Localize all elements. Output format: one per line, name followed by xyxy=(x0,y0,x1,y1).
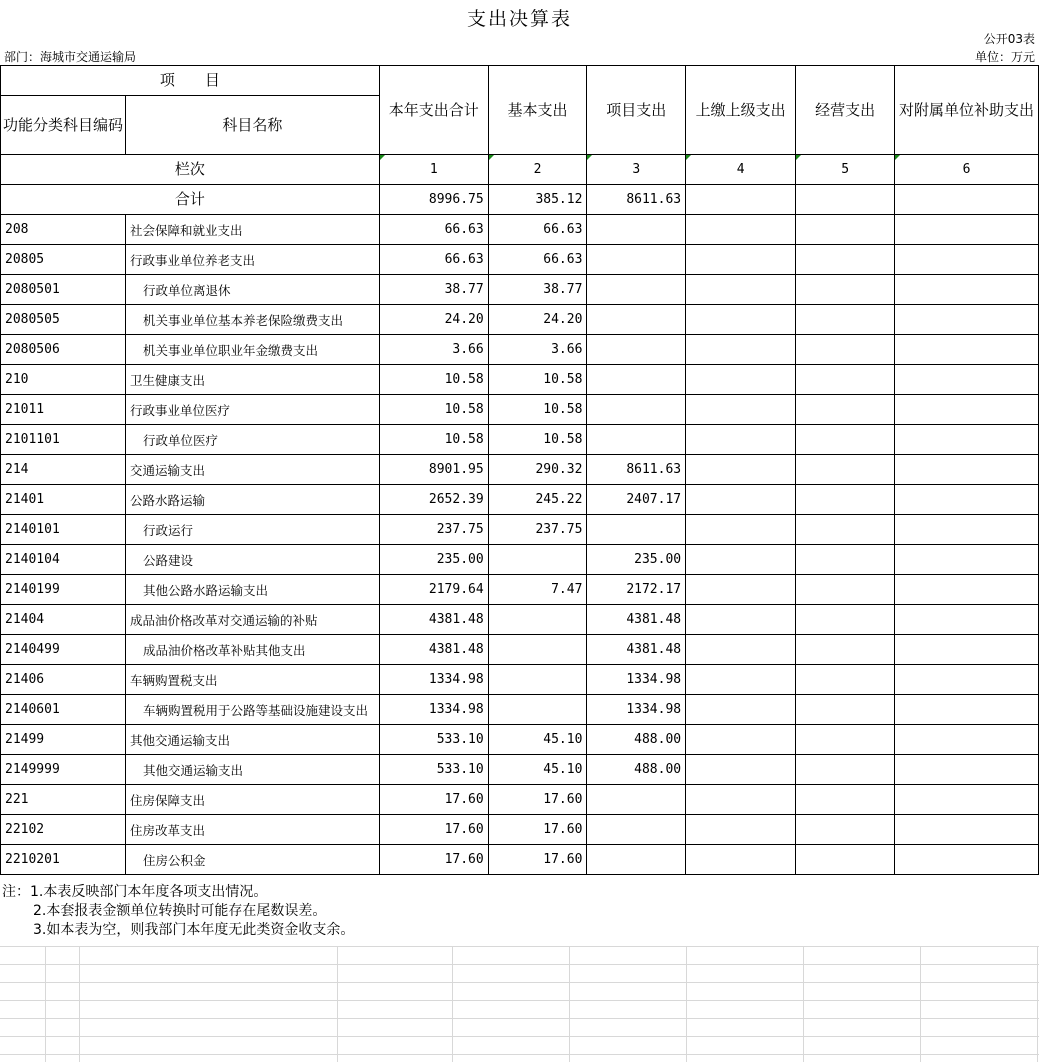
grid-line xyxy=(0,946,1039,947)
cell-marker-icon xyxy=(895,155,900,160)
function-code: 22102 xyxy=(1,815,126,845)
amount-cell xyxy=(488,605,587,635)
function-code: 21401 xyxy=(1,485,126,515)
table-row xyxy=(1,455,1039,485)
amount-cell xyxy=(686,515,796,545)
column-number: 2 xyxy=(488,155,587,185)
expenditure-table xyxy=(0,65,1039,875)
amount-cell: 3.66 xyxy=(379,335,488,365)
function-code: 20805 xyxy=(1,245,126,275)
amount-cell xyxy=(686,305,796,335)
function-code: 21406 xyxy=(1,665,126,695)
amount-cell: 8901.95 xyxy=(379,455,488,485)
amount-cell: 4381.48 xyxy=(587,635,686,665)
amount-cell xyxy=(894,455,1038,485)
amount-cell: 4381.48 xyxy=(379,635,488,665)
amount-cell xyxy=(686,755,796,785)
function-code: 2080505 xyxy=(1,305,126,335)
table-row xyxy=(1,275,1039,305)
note-line: 3.如本表为空，则我部门本年度无此类资金收支余。 xyxy=(33,922,355,938)
function-code: 208 xyxy=(1,215,126,245)
grid-line xyxy=(803,946,804,1062)
amount-cell xyxy=(894,305,1038,335)
amount-cell: 2172.17 xyxy=(587,575,686,605)
amount-cell xyxy=(488,635,587,665)
subject-name: 成品油价格改革补贴其他支出 xyxy=(126,635,380,665)
amount-cell xyxy=(796,215,895,245)
amount-cell: 17.60 xyxy=(379,785,488,815)
amount-cell: 66.63 xyxy=(488,215,587,245)
amount-cell xyxy=(686,455,796,485)
amount-cell xyxy=(686,275,796,305)
table-row xyxy=(1,605,1039,635)
amount-cell: 17.60 xyxy=(488,845,587,875)
amount-cell: 237.75 xyxy=(379,515,488,545)
grid-line xyxy=(0,1018,1039,1019)
table-row xyxy=(1,245,1039,275)
amount-cell xyxy=(894,335,1038,365)
amount-cell xyxy=(894,695,1038,725)
table-row xyxy=(1,425,1039,455)
function-code: 2140101 xyxy=(1,515,126,545)
amount-cell: 4381.48 xyxy=(587,605,686,635)
grid-line xyxy=(45,946,46,1062)
cell-marker-icon xyxy=(489,155,494,160)
column-number: 6 xyxy=(894,155,1038,185)
grid-line xyxy=(0,982,1039,983)
grid-line xyxy=(0,1054,1039,1055)
function-code: 21011 xyxy=(1,395,126,425)
amount-cell xyxy=(587,515,686,545)
amount-cell xyxy=(894,665,1038,695)
amount-cell xyxy=(796,425,895,455)
amount-cell: 17.60 xyxy=(379,845,488,875)
col-header-remit: 上缴上级支出 xyxy=(686,66,796,155)
amount-cell: 10.58 xyxy=(488,395,587,425)
amount-cell xyxy=(796,335,895,365)
subject-name: 行政运行 xyxy=(126,515,380,545)
header-row-1 xyxy=(1,66,1039,96)
amount-cell: 38.77 xyxy=(379,275,488,305)
table-row xyxy=(1,665,1039,695)
table-row xyxy=(1,695,1039,725)
amount-cell xyxy=(796,605,895,635)
function-code: 2140104 xyxy=(1,545,126,575)
col-header-project: 项目支出 xyxy=(587,66,686,155)
amount-cell xyxy=(796,695,895,725)
column-number: 1 xyxy=(379,155,488,185)
table-row xyxy=(1,755,1039,785)
amount-cell xyxy=(894,605,1038,635)
amount-cell: 10.58 xyxy=(488,425,587,455)
amount-cell xyxy=(587,395,686,425)
amount-cell: 66.63 xyxy=(379,215,488,245)
function-code: 2140601 xyxy=(1,695,126,725)
function-code: 2080506 xyxy=(1,335,126,365)
item-header: 项 目 xyxy=(1,66,380,96)
subject-name: 成品油价格改革对交通运输的补贴 xyxy=(126,605,380,635)
subject-name: 社会保障和就业支出 xyxy=(126,215,380,245)
amount-cell xyxy=(587,425,686,455)
amount-cell xyxy=(686,215,796,245)
amount-cell: 290.32 xyxy=(488,455,587,485)
function-code: 2140499 xyxy=(1,635,126,665)
total-value xyxy=(894,185,1038,215)
amount-cell xyxy=(796,395,895,425)
amount-cell xyxy=(894,245,1038,275)
amount-cell xyxy=(796,305,895,335)
amount-cell: 17.60 xyxy=(488,815,587,845)
amount-cell: 2652.39 xyxy=(379,485,488,515)
amount-cell xyxy=(686,365,796,395)
amount-cell xyxy=(686,335,796,365)
col-header-basic: 基本支出 xyxy=(488,66,587,155)
table-row xyxy=(1,215,1039,245)
cell-marker-icon xyxy=(686,155,691,160)
subject-name: 其他交通运输支出 xyxy=(126,755,380,785)
subject-name: 其他交通运输支出 xyxy=(126,725,380,755)
amount-cell: 533.10 xyxy=(379,725,488,755)
amount-cell: 8611.63 xyxy=(587,455,686,485)
amount-cell xyxy=(686,605,796,635)
amount-cell xyxy=(686,845,796,875)
cell-marker-icon xyxy=(380,155,385,160)
total-value: 8996.75 xyxy=(379,185,488,215)
col-header-total: 本年支出合计 xyxy=(379,66,488,155)
amount-cell xyxy=(488,545,587,575)
amount-cell xyxy=(796,455,895,485)
table-row xyxy=(1,365,1039,395)
amount-cell xyxy=(587,815,686,845)
grid-line xyxy=(337,946,338,1062)
report-title: 支出决算表 xyxy=(466,8,572,30)
subject-name: 行政单位医疗 xyxy=(126,425,380,455)
amount-cell xyxy=(894,725,1038,755)
amount-cell xyxy=(796,755,895,785)
amount-cell xyxy=(686,815,796,845)
amount-cell: 66.63 xyxy=(488,245,587,275)
amount-cell: 488.00 xyxy=(587,725,686,755)
subject-name: 公路水路运输 xyxy=(126,485,380,515)
total-label: 合计 xyxy=(1,185,380,215)
amount-cell: 24.20 xyxy=(488,305,587,335)
col-header-business: 经营支出 xyxy=(796,66,895,155)
amount-cell xyxy=(686,395,796,425)
amount-cell xyxy=(894,515,1038,545)
function-code: 2149999 xyxy=(1,755,126,785)
amount-cell xyxy=(587,305,686,335)
amount-cell: 38.77 xyxy=(488,275,587,305)
amount-cell: 237.75 xyxy=(488,515,587,545)
row-label: 栏次 xyxy=(1,155,380,185)
amount-cell: 17.60 xyxy=(379,815,488,845)
amount-cell xyxy=(686,575,796,605)
amount-cell: 1334.98 xyxy=(379,665,488,695)
amount-cell xyxy=(686,545,796,575)
amount-cell: 1334.98 xyxy=(587,695,686,725)
amount-cell xyxy=(587,845,686,875)
table-row xyxy=(1,575,1039,605)
table-row xyxy=(1,785,1039,815)
amount-cell: 24.20 xyxy=(379,305,488,335)
subject-name: 行政单位离退休 xyxy=(126,275,380,305)
amount-cell xyxy=(686,785,796,815)
function-code: 2080501 xyxy=(1,275,126,305)
amount-cell xyxy=(796,785,895,815)
unit-label: 单位：万元 xyxy=(974,50,1035,64)
amount-cell xyxy=(894,635,1038,665)
amount-cell xyxy=(587,785,686,815)
subject-name: 公路建设 xyxy=(126,545,380,575)
table-row xyxy=(1,845,1039,875)
amount-cell: 10.58 xyxy=(379,395,488,425)
note-line: 2.本套报表金额单位转换时可能存在尾数误差。 xyxy=(33,903,327,919)
table-row xyxy=(1,725,1039,755)
amount-cell: 10.58 xyxy=(488,365,587,395)
amount-cell xyxy=(796,725,895,755)
amount-cell xyxy=(894,425,1038,455)
amount-cell xyxy=(894,395,1038,425)
amount-cell: 4381.48 xyxy=(379,605,488,635)
total-value xyxy=(796,185,895,215)
grid-line xyxy=(0,964,1039,965)
grid-line xyxy=(79,946,80,1062)
amount-cell xyxy=(894,815,1038,845)
amount-cell: 45.10 xyxy=(488,725,587,755)
function-code: 210 xyxy=(1,365,126,395)
col-header-subsidy: 对附属单位补助支出 xyxy=(894,66,1038,155)
amount-cell xyxy=(894,575,1038,605)
amount-cell xyxy=(894,545,1038,575)
function-code: 221 xyxy=(1,785,126,815)
total-value: 8611.63 xyxy=(587,185,686,215)
func-code-header: 功能分类科目编码 xyxy=(1,96,126,155)
amount-cell: 10.58 xyxy=(379,425,488,455)
amount-cell: 1334.98 xyxy=(379,695,488,725)
table-row xyxy=(1,335,1039,365)
subject-name: 行政事业单位养老支出 xyxy=(126,245,380,275)
subject-name: 住房公积金 xyxy=(126,845,380,875)
subject-name: 机关事业单位职业年金缴费支出 xyxy=(126,335,380,365)
amount-cell xyxy=(894,785,1038,815)
empty-sheet-grid xyxy=(0,946,1039,1062)
grid-line xyxy=(569,946,570,1062)
note-line: 注：1.本表反映部门本年度各项支出情况。 xyxy=(2,884,268,900)
grid-line xyxy=(0,1000,1039,1001)
function-code: 214 xyxy=(1,455,126,485)
amount-cell xyxy=(686,695,796,725)
amount-cell xyxy=(587,275,686,305)
amount-cell xyxy=(894,215,1038,245)
table-row xyxy=(1,485,1039,515)
subject-name: 住房保障支出 xyxy=(126,785,380,815)
amount-cell xyxy=(894,845,1038,875)
amount-cell xyxy=(796,635,895,665)
grid-line xyxy=(1037,946,1038,1062)
amount-cell xyxy=(686,725,796,755)
subject-name: 卫生健康支出 xyxy=(126,365,380,395)
amount-cell xyxy=(587,335,686,365)
amount-cell: 17.60 xyxy=(488,785,587,815)
amount-cell xyxy=(894,755,1038,785)
grid-line xyxy=(920,946,921,1062)
amount-cell: 235.00 xyxy=(379,545,488,575)
subject-name: 交通运输支出 xyxy=(126,455,380,485)
amount-cell xyxy=(488,695,587,725)
total-row xyxy=(1,185,1039,215)
function-code: 21404 xyxy=(1,605,126,635)
table-row xyxy=(1,635,1039,665)
column-number: 5 xyxy=(796,155,895,185)
column-number: 4 xyxy=(686,155,796,185)
table-row xyxy=(1,395,1039,425)
amount-cell: 10.58 xyxy=(379,365,488,395)
grid-line xyxy=(452,946,453,1062)
amount-cell xyxy=(796,275,895,305)
amount-cell: 2179.64 xyxy=(379,575,488,605)
table-row xyxy=(1,515,1039,545)
amount-cell xyxy=(686,485,796,515)
amount-cell: 488.00 xyxy=(587,755,686,785)
amount-cell xyxy=(796,815,895,845)
amount-cell: 3.66 xyxy=(488,335,587,365)
cell-marker-icon xyxy=(796,155,801,160)
subject-name: 其他公路水路运输支出 xyxy=(126,575,380,605)
total-value: 385.12 xyxy=(488,185,587,215)
function-code: 21499 xyxy=(1,725,126,755)
table-row xyxy=(1,815,1039,845)
amount-cell xyxy=(686,635,796,665)
amount-cell xyxy=(686,245,796,275)
amount-cell xyxy=(587,365,686,395)
amount-cell: 45.10 xyxy=(488,755,587,785)
notes xyxy=(2,883,354,940)
amount-cell xyxy=(796,845,895,875)
amount-cell: 1334.98 xyxy=(587,665,686,695)
cell-marker-icon xyxy=(587,155,592,160)
amount-cell xyxy=(894,365,1038,395)
amount-cell xyxy=(796,365,895,395)
department-label: 部门：海城市交通运输局 xyxy=(4,50,137,64)
amount-cell: 245.22 xyxy=(488,485,587,515)
amount-cell xyxy=(686,425,796,455)
grid-line xyxy=(0,1036,1039,1037)
amount-cell xyxy=(796,485,895,515)
amount-cell xyxy=(796,515,895,545)
amount-cell xyxy=(894,485,1038,515)
function-code: 2140199 xyxy=(1,575,126,605)
column-number: 3 xyxy=(587,155,686,185)
amount-cell xyxy=(587,245,686,275)
table-row xyxy=(1,305,1039,335)
total-value xyxy=(686,185,796,215)
amount-cell: 235.00 xyxy=(587,545,686,575)
function-code: 2210201 xyxy=(1,845,126,875)
amount-cell xyxy=(796,245,895,275)
grid-line xyxy=(686,946,687,1062)
column-index-row xyxy=(1,155,1039,185)
amount-cell xyxy=(894,275,1038,305)
form-code: 公开03表 xyxy=(983,32,1035,46)
subject-name: 车辆购置税支出 xyxy=(126,665,380,695)
subject-name: 车辆购置税用于公路等基础设施建设支出 xyxy=(126,695,380,725)
subject-name: 机关事业单位基本养老保险缴费支出 xyxy=(126,305,380,335)
table-row xyxy=(1,545,1039,575)
amount-cell: 7.47 xyxy=(488,575,587,605)
subject-name-header: 科目名称 xyxy=(126,96,380,155)
amount-cell: 66.63 xyxy=(379,245,488,275)
amount-cell xyxy=(488,665,587,695)
amount-cell xyxy=(587,215,686,245)
amount-cell xyxy=(686,665,796,695)
subject-name: 住房改革支出 xyxy=(126,815,380,845)
amount-cell xyxy=(796,575,895,605)
subject-name: 行政事业单位医疗 xyxy=(126,395,380,425)
amount-cell: 533.10 xyxy=(379,755,488,785)
amount-cell: 2407.17 xyxy=(587,485,686,515)
amount-cell xyxy=(796,665,895,695)
function-code: 2101101 xyxy=(1,425,126,455)
amount-cell xyxy=(796,545,895,575)
